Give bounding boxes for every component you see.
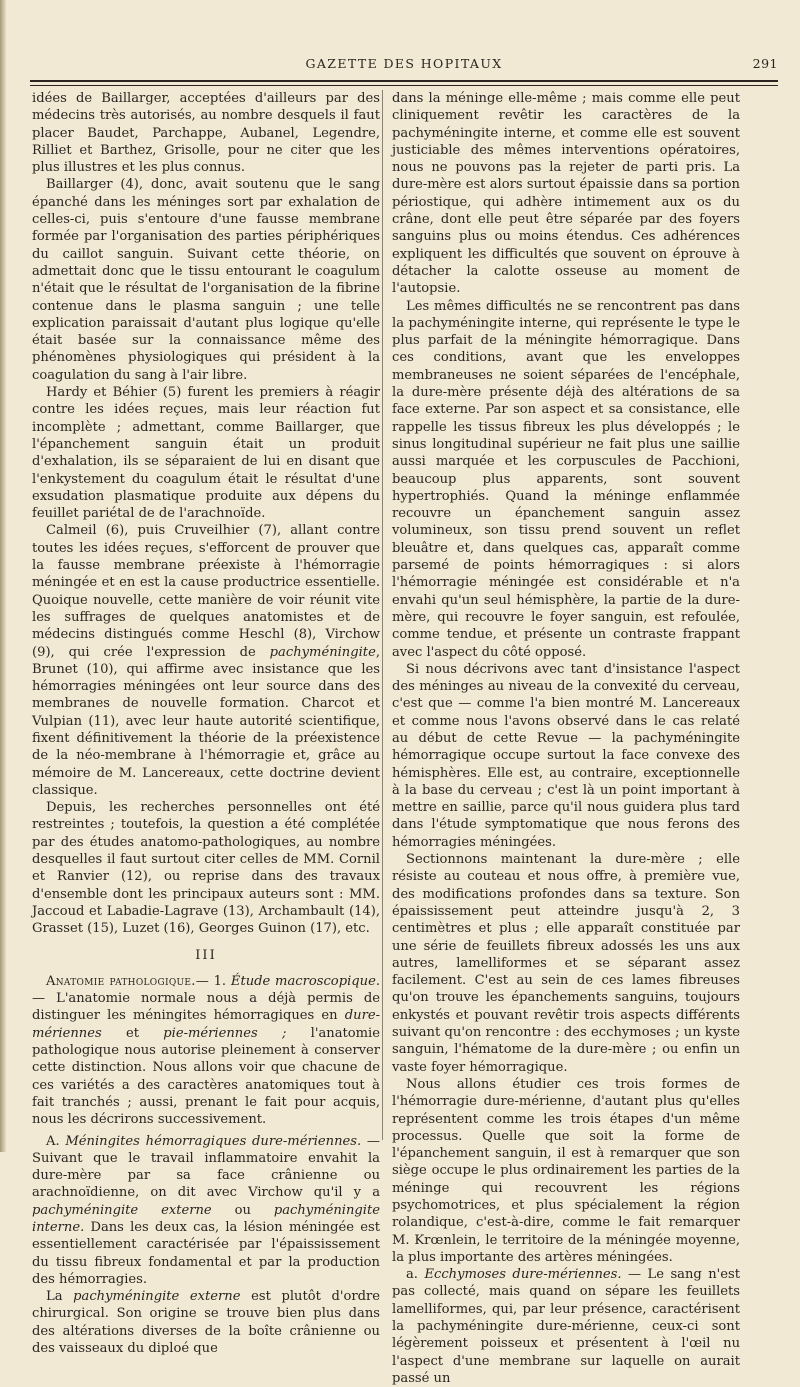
text-run: — L'anatomie normale nous a déjà permis de distinguer les méningites hémorragiques en (32, 991, 380, 1024)
text-run: a. (406, 1267, 425, 1283)
text-run: Calmeil (6), puis Cruveilhier (7), allant contre toutes les idées reçues, s'efforcent de prouver que la fausse membrane préexiste à l'hémorragie méningée et en est la cause productrice essentielle. Quoique nouvelle, cette manière de voir réunit vite les suffrages de quelques anatomistes et de médecins distingués comme Heschl (8), Virchow (9), qui crée l'expression de (32, 523, 380, 660)
term-emphasis: dure-mériennes (32, 1008, 380, 1041)
run-in-heading: Anatomie pathologique. (46, 973, 196, 989)
paragraph: dans la méninge elle-même ; mais comme elle peut cliniquement revêtir les caractères de la pachyméningite interne, et comme elle est souvent justiciable des mêmes interventions opératoires, nous ne pouvons pas la rejeter de parti pris. La dure-mère est alors surtout épaissie dans sa portion périostique, qui adhère intimement aux os du crâne, dont elle peut être séparée par des foyers sanguins plus ou moins étendus. Ces adhérences expliquent les difficultés que souvent on éprouve à détacher la calotte osseuse au moment de l'autopsie. (392, 91, 740, 297)
paragraph: Depuis, les recherches personnelles ont été restreintes ; toutefois, la question a été complétée par des études anatomo-pathologiques, au nombre desquelles il faut surtout citer celles de MM. Cornil et Ranvier (12), ou reprise dans des travaux d'ensemble dont les principaux auteurs sont : MM. Jaccoud et Labadie-Lagrave (13), Archambault (14), Grasset (15), Luzet (16), Georges Guinon (17), etc. (32, 800, 380, 937)
right-column (392, 90, 740, 1387)
header-rule-thin (30, 85, 778, 86)
column-divider (382, 90, 383, 1140)
subheading-emphasis: Étude macroscopique. (230, 973, 380, 989)
paragraph: Les mêmes difficultés ne se rencontrent pas dans la pachyméningite interne, qui représente le type le plus parfait de la méningite hémorragique. Dans ces conditions, avant que les enveloppes membraneuses ne soient séparées de l'encéphale, la dure-mère présente déjà des altérations de sa face externe. Par son aspect et sa consistance, elle rappelle les tissus fibreux les plus développés ; le sinus longitudinal supérieur ne fait plus une saillie aussi marquée et les corpuscules de Pacchioni, beaucoup plus apparents, sont souvent hypertrophiés. Quand la méninge enflammée recouvre un épanchement sanguin assez volumineux, son tissu prend souvent un reflet bleuâtre et, dans quelques cas, apparaît comme parsemé de points hémorragiques : si alors l'hémorragie méningée est considérable et n'a envahi qu'un seul hémisphère, la partie de la dure-mère, qui recouvre le foyer sanguin, est refoulée, comme tendue, et présente un contraste frappant avec l'aspect du côté opposé. (392, 298, 740, 660)
text-run: l'anatomie pathologique nous autorise pleinement à conserver cette distinction. Nous allons voir que chacune de ces variétés a des caractères anatomiques tout à fait tranchés ; aussi, prenant le fait pour acquis, nous les décrirons successivement. (32, 1025, 380, 1128)
text-run: et (101, 1025, 164, 1041)
term-emphasis: pachyméningite externe (73, 1289, 241, 1305)
left-column (32, 90, 380, 1357)
page-binding-edge (0, 0, 6, 1152)
paragraph: Nous allons étudier ces trois formes de l'hémorragie dure-mérienne, d'autant plus qu'elles représentent comme les trois étapes d'un même processus. Quelle que soit la forme de l'épanchement sanguin, il est à remarquer que son siège occupe le plus ordinairement les parties de la méninge qui recouvrent les régions psychomotrices, et plus spécialement la région rolandique, c'est-à-dire, comme le fait remarquer M. Krœnlein, le territoire de la méningée moyenne, la plus importante des artères méningées. (392, 1076, 740, 1265)
paragraph (32, 522, 380, 799)
text-run: La (46, 1289, 74, 1305)
paragraph (32, 1133, 380, 1289)
section-heading: III (195, 947, 217, 963)
term-emphasis: pachyméningite (269, 644, 376, 660)
paragraph: Sectionnons maintenant la dure-mère ; elle résiste au couteau et nous offre, à première vue, des modifications profondes dans sa texture. Son épaississement peut atteindre jusqu'à 2, 3 centimètres et plus ; elle apparaît constituée par une série de feuillets fibreux adossés les uns aux autres, lamelliformes et se séparant assez facilement. C'est au sein de ces lames fibreuses qu'on trouve les épanchements sanguins, toujours enkystés et pouvant revêtir trois aspects différents suivant qu'on rencontre : des ecchymoses ; un kyste sanguin, l'hématome de la dure-mère ; ou enfin un vaste foyer hémorragique. (392, 852, 740, 1075)
journal-title: GAZETTE DES HOPITAUX (305, 56, 503, 71)
header-rule-thick (30, 80, 778, 82)
term-emphasis: pachyméningite interne. (32, 1202, 380, 1235)
paragraph (32, 973, 380, 1129)
running-header (30, 56, 778, 74)
text-run: — 1. (195, 973, 231, 989)
paragraph: Baillarger (4), donc, avait soutenu que le sang épanché dans les méninges sort par exhalation de celles-ci, puis s'entoure d'une fausse membrane formée par l'organisation des parties périphériques du caillot sanguin. Suivant cette théorie, on admettait donc que le tissu entourant le coagulum n'était que le résultat de l'organisation de la fibrine contenue dans le plasma sanguin ; une telle explication paraissait d'autant plus logique qu'elle était basée sur la connaissance même des phénomènes physiologiques qui président à la coagulation du sang à l'air libre. (32, 177, 380, 383)
text-run: , Brunet (10), qui affirme avec insistance que les hémorragies méningées ont leur source dans des membranes de nouvelle formation. Charcot et Vulpian (11), avec leur haute autorité scientifique, fixent définitivement la théorie de la préexistence de la néo-membrane à l'hémorragie et, grâce au mémoire de M. Lancereaux, cette doctrine devient classique. (32, 644, 380, 798)
text-run: — Le sang n'est pas collecté, mais quand on sépare les feuillets lamelliformes, qui, par leur présence, caractérisent la pachyméningite dure-mérienne, ceux-ci sont légèrement poisseux et présentent à l'œil nu l'aspect d'une membrane sur laquelle on aurait passé un (392, 1267, 741, 1386)
paragraph: Si nous décrivons avec tant d'insistance l'aspect des méninges au niveau de la convexité du cerveau, c'est que — comme l'a bien montré M. Lancereaux et comme nous l'avons observé dans le cas relaté au début de cette Revue — la pachyméningite hémorragique occupe surtout la face convexe des hémisphères. Elle est, au contraire, exceptionnelle à la base du cerveau ; c'est là un point important à mettre en saillie, parce qu'il nous guidera plus tard dans l'étude symptomatique que nous ferons des hémorragies méningées. (392, 661, 740, 850)
text-run: ou (211, 1202, 274, 1218)
term-emphasis: pachyméningite externe (32, 1202, 212, 1218)
paragraph: Hardy et Béhier (5) furent les premiers à réagir contre les idées reçues, mais leur réaction fut incomplète ; admettant, comme Baillarger, que l'épanchement sanguin était un produit d'exhalation, ils se séparaient de lui en disant que l'enkystement du coagulum était le résultat d'une exsudation plasmatique produite aux dépens du feuillet pariétal de de l'arachnoïde. (32, 385, 380, 522)
text-run: Dans les deux cas, la lésion méningée est essentiellement caractérisée par l'épaississement du tissu fibreux fondamental et par la production des hémorragies. (32, 1220, 380, 1287)
subheading-emphasis: Ecchymoses dure-mériennes. (424, 1267, 622, 1283)
term-emphasis: pie-mériennes ; (163, 1025, 287, 1041)
page-number: 291 (752, 56, 778, 71)
text-run: A. (46, 1133, 66, 1149)
text-run: est plutôt d'ordre chirurgical. Son origine se trouve bien plus dans des altérations diverses de la boîte crânienne ou des vaisseaux du diploé que (32, 1289, 380, 1357)
text-run: — Suivant que le travail inflammatoire envahit la dure-mère par sa face crânienne ou arachnoïdienne, on dit avec Virchow qu'il y a (32, 1133, 380, 1201)
paragraph (32, 1288, 380, 1357)
subheading-emphasis: Méningites hémorragiques dure-mériennes. (65, 1133, 362, 1149)
paragraph (392, 1266, 740, 1387)
paragraph: idées de Baillarger, acceptées d'ailleurs par des médecins très autorisés, au nombre desquels il faut placer Baudet, Parchappe, Aubanel, Legendre, Rilliet et Barthez, Grisolle, pour ne citer que les plus illustres et les plus connus. (32, 91, 380, 176)
